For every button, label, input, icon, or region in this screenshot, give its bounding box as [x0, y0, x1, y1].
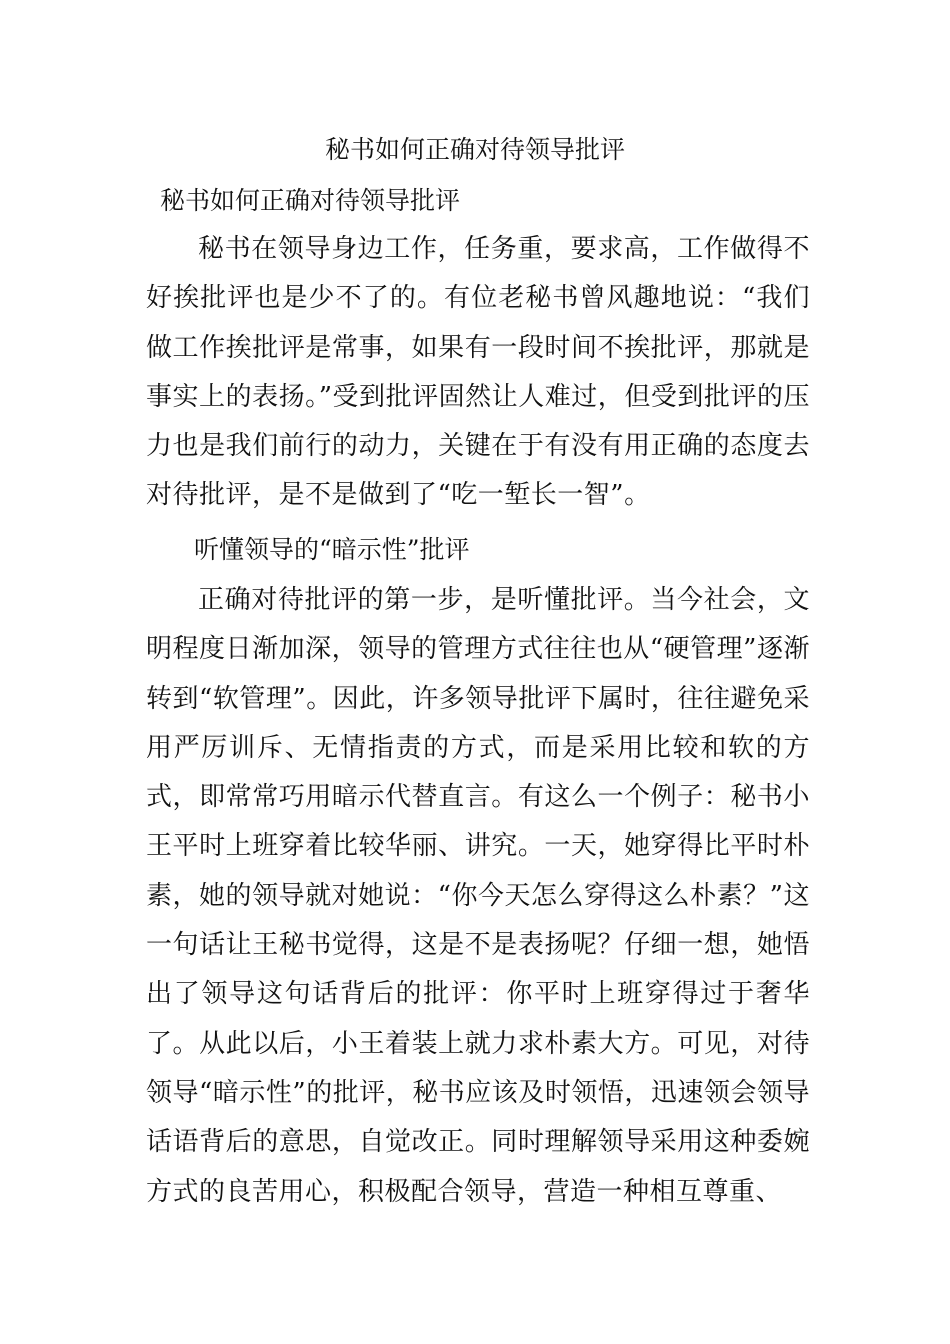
paragraph-body: 正确对待批评的第一步，是听懂批评。当今社会，文明程度日渐加深，领导的管理方式往往也从“硬管理”逐渐转到“软管理”。因此，许多领导批评下属时，往往避免采用严厉训斥、无情指责的方式，而是采用比较和软的方式，即常常巧用暗示代替直言。有这么一个例子：秘书小王平时上班穿着比较华丽、讲究。一天，她穿得比平时朴素，她的领导就对她说：“你今天怎么穿得这么朴素？”这一句话让王秘书觉得，这是不是表扬呢？仔细一想，她悟出了领导这句话背后的批评：你平时上班穿得过于奢华了。从此以后，小王着装上就力求朴素大方。可见，对待领导“暗示性”的批评，秘书应该及时领悟，迅速领会领导话语背后的意思，自觉改正。同时理解领导采用这种委婉方式的良苦用心，积极配合领导，营造一种相互尊重、 [146, 585, 810, 1207]
document-subtitle: 秘书如何正确对待领导批评 [160, 186, 461, 215]
section-heading: 听懂领导的“暗示性”批评 [194, 535, 470, 564]
paragraph-intro: 秘书在领导身边工作，任务重，要求高，工作做得不好挨批评也是少不了的。有位老秘书曾风趣地说：“我们做工作挨批评是常事，如果有一段时间不挨批评，那就是事实上的表扬。”受到批评固然让人难过，但受到批评的压力也是我们前行的动力，关键在于有没有用正确的态度去对待批评，是不是做到了“吃一堑长一智”。 [146, 234, 810, 511]
document-title: 秘书如何正确对待领导批评 [324, 135, 625, 164]
